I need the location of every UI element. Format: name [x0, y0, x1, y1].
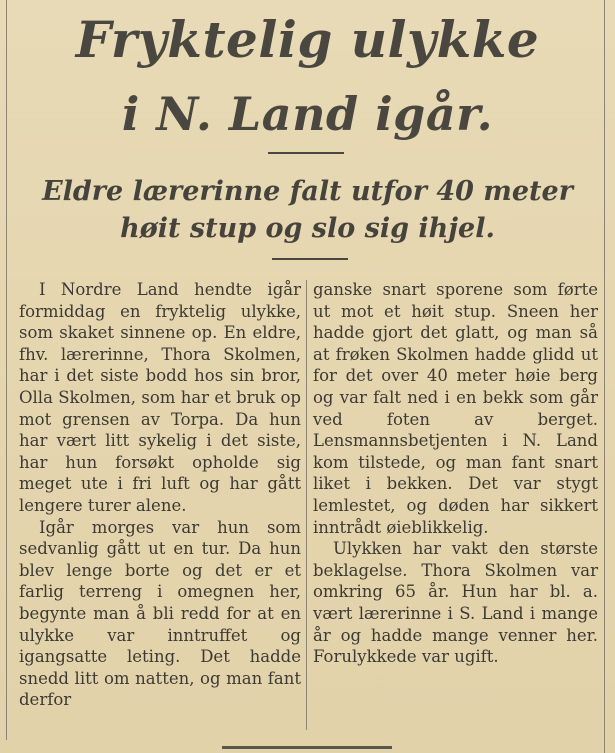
subheadline-separator — [272, 258, 348, 260]
bottom-rule — [222, 746, 392, 749]
headline-line-1: Fryktelig ulykke — [75, 10, 540, 69]
article-column-left — [19, 279, 301, 711]
left-border-rule — [6, 0, 7, 740]
subheadline-line-1: Eldre lærerinne falt utfor 40 meter — [42, 176, 573, 207]
right-border-rule — [604, 0, 605, 753]
subheadline-line-2: høit stup og slo sig ihjel. — [120, 213, 495, 244]
headline-line-2: i N. Land igår. — [121, 87, 494, 141]
paragraph: I Nordre Land hendte igår formiddag en fryktelig ulykke, som skaket sinnene op. En eldre, fhv. lærerinne, Thora Skolmen, har i det siste bodd hos sin bror, Olla Skolmen, som har et bruk op mot grensen av Torpa. Da hun har vært litt sykelig i det siste, har hun forsøkt opholde sig meget ute i fri luft og har gått lengere turer alene. — [19, 280, 301, 515]
paragraph: Ulykken har vakt den største beklagelse. Thora Skolmen var omkring 65 år. Hun har bl. a. vært lærerinne i S. Land i mange år og hadde mange venner her. Forulykkede var ugift. — [313, 539, 598, 667]
paragraph-continued: ganske snart sporene som førte ut mot et høit stup. Sneen her hadde gjort det glatt, og man så at frøken Skolmen hadde glidd ut for det over 40 meter høie berg og var falt ned i en bekk som går ved foten av berget. Lensmannsbetjenten i N. Land kom tilstede, og man fant snart liket i bekken. Det var stygt lemlestet, og døden har sikkert inntrådt øieblikkelig. — [313, 280, 598, 537]
paragraph: Igår morges var hun som sedvanlig gått ut en tur. Da hun blev lenge borte og det er et farlig terreng i omegnen her, begynte man å bli redd for at en ulykke var inntruffet og igangsatte leting. Det hadde snedd litt om natten, og man fant derfor — [19, 517, 301, 710]
column-divider — [306, 280, 307, 730]
article-column-right — [313, 279, 598, 668]
headline-separator — [268, 152, 344, 154]
